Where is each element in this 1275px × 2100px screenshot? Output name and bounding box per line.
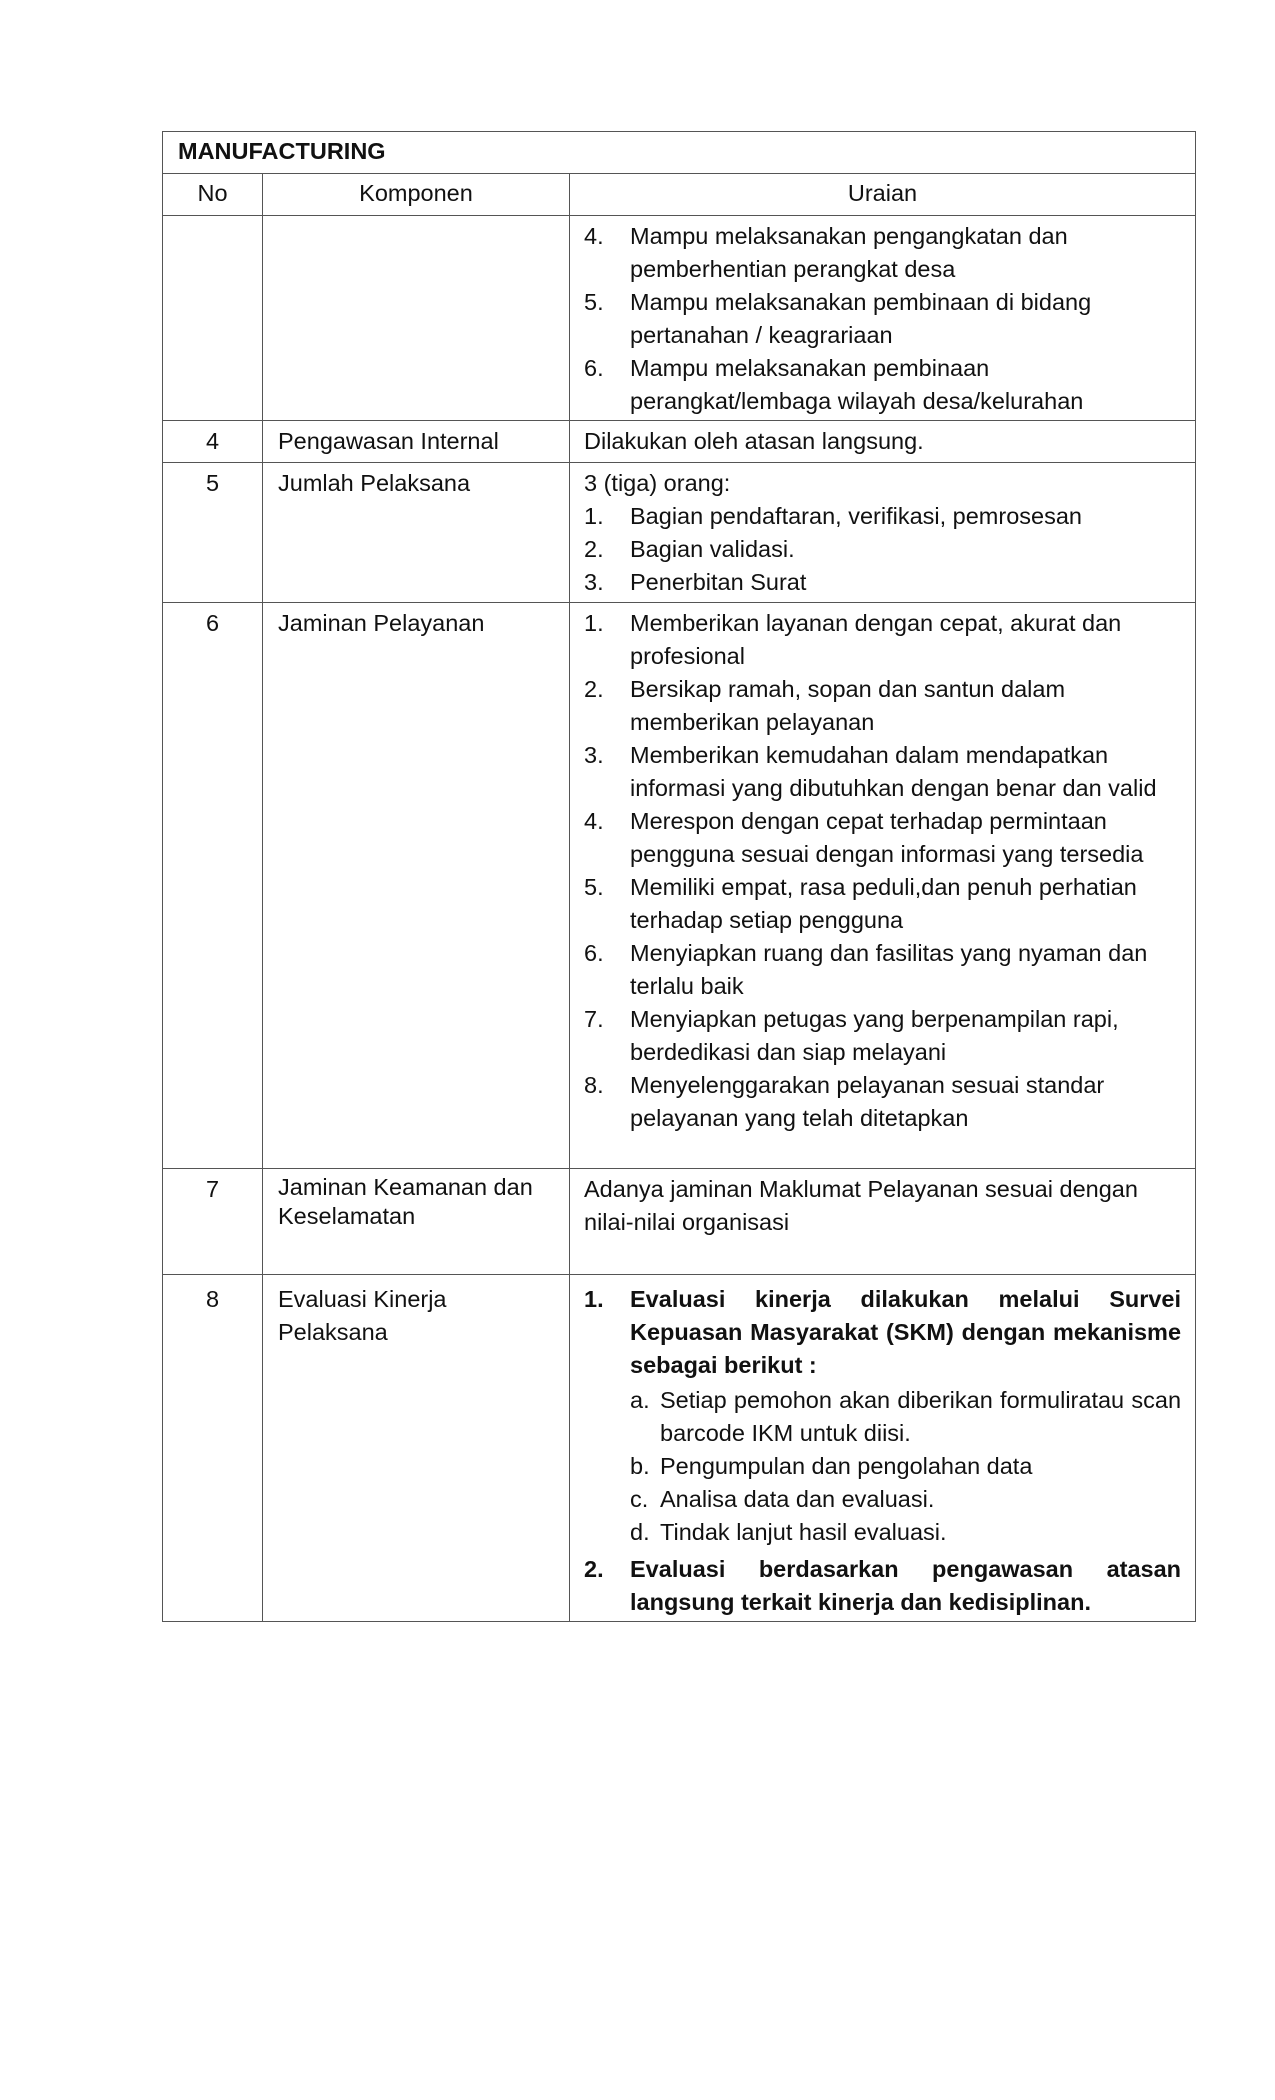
item-number: 1. [584,503,604,529]
item-number: 4. [584,808,604,834]
item-text: Mampu melaksanakan pembinaan di bidang pertanahan / keagrariaan [630,289,1092,348]
item-number: 3. [584,569,604,595]
row-uraian [570,603,1196,1169]
list-item [584,607,1181,673]
list-item [584,739,1181,805]
sub-item-letter: a. [630,1387,650,1413]
list-item [584,286,1181,352]
table-row [163,603,1196,1169]
header-uraian: Uraian [570,174,1196,216]
list-item [584,937,1181,1003]
list-item [584,1003,1181,1069]
uraian-list [584,1283,1181,1619]
list-item [584,352,1181,418]
item-number: 5. [584,289,604,315]
list-item [584,1553,1181,1619]
list-item [584,533,1181,566]
uraian-text: Dilakukan oleh atasan langsung. [584,428,924,454]
row-no: 6 [163,603,263,1169]
table-row [163,1275,1196,1622]
sub-list-item [630,1483,1181,1516]
table-header-row [163,174,1196,216]
sub-item-text: Setiap pemohon akan diberikan formuliratau scan barcode IKM untuk diisi. [660,1387,1182,1446]
item-number: 2. [584,676,604,702]
header-komponen: Komponen [263,174,570,216]
item-text: Evaluasi berdasarkan pengawasan atasan langsung terkait kinerja dan kedisiplinan. [630,1556,1182,1615]
item-number: 7. [584,1006,604,1032]
komponen-text: Jaminan Keamanan dan Keselamatan [278,1174,533,1229]
uraian-text: 3 (tiga) orang: [584,470,731,496]
list-item [584,566,1181,599]
uraian-text: Adanya jaminan Maklumat Pelayanan sesuai dengan nilai-nilai organisasi [584,1176,1138,1235]
sub-list-item [630,1384,1181,1450]
item-text: Memberikan kemudahan dalam mendapatkan informasi yang dibutuhkan dengan benar dan valid [630,742,1157,801]
item-number: 1. [584,610,604,636]
row-uraian [570,1169,1196,1275]
item-number: 3. [584,742,604,768]
uraian-list [584,607,1181,1135]
item-text: Memberikan layanan dengan cepat, akurat dan profesional [630,610,1122,669]
komponen-text: Evaluasi Kinerja Pelaksana [278,1286,447,1345]
table-title-row [163,132,1196,174]
item-text: Mampu melaksanakan pembinaan perangkat/lembaga wilayah desa/kelurahan [630,355,1084,414]
list-item [584,871,1181,937]
item-number: 1. [584,1286,604,1312]
sub-item-letter: d. [630,1519,650,1545]
row-uraian [570,421,1196,463]
row-no: 5 [163,463,263,603]
row-komponen [263,216,570,421]
item-text: Memiliki empat, rasa peduli,dan penuh perhatian terhadap setiap pengguna [630,874,1137,933]
item-number: 2. [584,1556,604,1582]
item-number: 8. [584,1072,604,1098]
row-uraian [570,1275,1196,1622]
list-item [584,805,1181,871]
row-komponen: Jumlah Pelaksana [263,463,570,603]
item-text: Penerbitan Surat [630,569,807,595]
item-number: 4. [584,223,604,249]
list-item [584,500,1181,533]
item-number: 5. [584,874,604,900]
row-komponen [263,1275,570,1622]
item-text: Merespon dengan cepat terhadap permintaan pengguna sesuai dengan informasi yang tersedia [630,808,1144,867]
row-no: 8 [163,1275,263,1622]
row-komponen: Jaminan Pelayanan [263,603,570,1169]
table-row [163,216,1196,421]
table-title: MANUFACTURING [163,132,1196,174]
item-text: Bersikap ramah, sopan dan santun dalam memberikan pelayanan [630,676,1066,735]
list-item [584,1283,1181,1549]
sub-list-item [630,1450,1181,1483]
row-uraian [570,216,1196,421]
sub-list-item [630,1516,1181,1549]
sub-item-letter: b. [630,1453,650,1479]
sub-item-letter: c. [630,1486,649,1512]
service-standard-table [162,131,1196,1622]
item-number: 6. [584,940,604,966]
row-komponen: Pengawasan Internal [263,421,570,463]
row-uraian [570,463,1196,603]
document-page [162,131,1195,1622]
sub-item-text: Tindak lanjut hasil evaluasi. [660,1519,947,1545]
sub-item-text: Pengumpulan dan pengolahan data [660,1453,1033,1479]
table-row [163,1169,1196,1275]
item-number: 6. [584,355,604,381]
uraian-list [584,220,1181,418]
header-no: No [163,174,263,216]
table-row [163,421,1196,463]
item-text: Bagian validasi. [630,536,795,562]
list-item [584,220,1181,286]
item-text: Menyiapkan ruang dan fasilitas yang nyaman dan terlalu baik [630,940,1148,999]
list-item [584,673,1181,739]
item-text: Menyiapkan petugas yang berpenampilan rapi, berdedikasi dan siap melayani [630,1006,1119,1065]
row-no: 4 [163,421,263,463]
item-text: Evaluasi kinerja dilakukan melalui Survei Kepuasan Masyarakat (SKM) dengan mekanisme sebagai berikut : [630,1286,1182,1378]
item-text: Menyelenggarakan pelayanan sesuai standar pelayanan yang telah ditetapkan [630,1072,1105,1131]
item-text: Bagian pendaftaran, verifikasi, pemrosesan [630,503,1082,529]
row-komponen [263,1169,570,1275]
table-row [163,463,1196,603]
row-no: 7 [163,1169,263,1275]
item-text: Mampu melaksanakan pengangkatan dan pemberhentian perangkat desa [630,223,1068,282]
sub-list [630,1384,1181,1549]
list-item [584,1069,1181,1135]
sub-item-text: Analisa data dan evaluasi. [660,1486,935,1512]
row-no [163,216,263,421]
uraian-list [584,500,1181,599]
item-number: 2. [584,536,604,562]
